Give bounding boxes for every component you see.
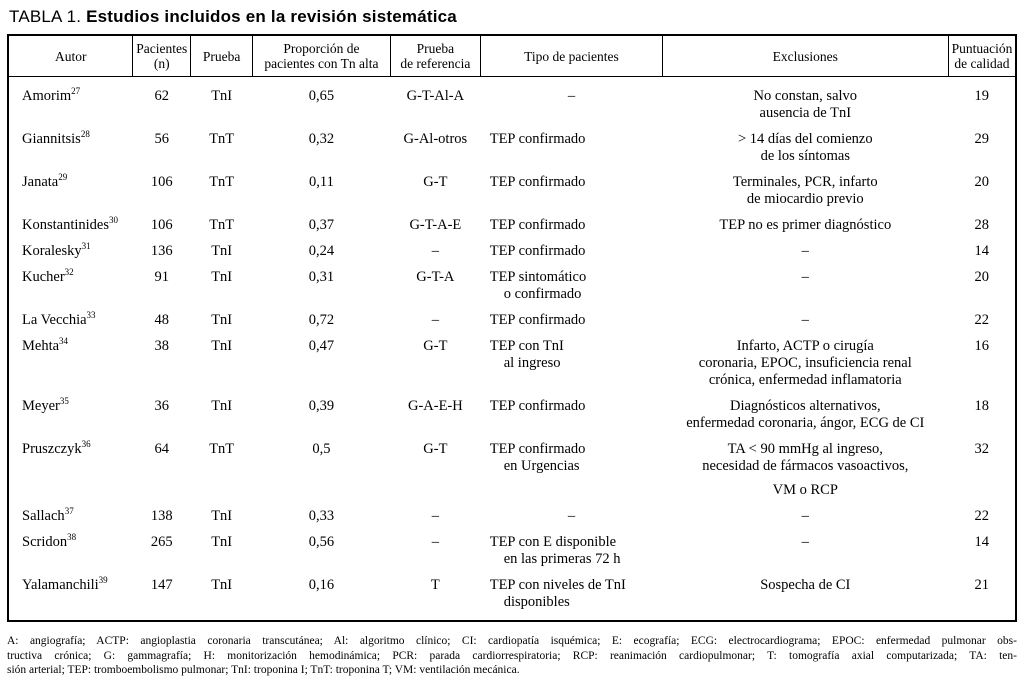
cell-autor [8, 395, 133, 438]
cell-autor [8, 171, 133, 214]
cell-proporcion: 0,11 [309, 174, 334, 190]
cell-proporcion: 0,32 [308, 131, 335, 147]
cell-pacientes: 36 [154, 398, 169, 414]
cell-tipo [481, 335, 662, 395]
column-header-line: (n) [153, 56, 170, 71]
exclusiones-line: TEP no es primer diagnóstico [719, 217, 892, 233]
tipo-line: TEP confirmado [489, 312, 586, 328]
author-name: Kucher [22, 269, 65, 285]
column-header-proporcion [253, 35, 390, 77]
author-name: Koralesky [22, 243, 82, 259]
cell-pacientes: 136 [150, 243, 173, 259]
column-header-autor [8, 35, 133, 77]
reference-superscript: 37 [64, 506, 74, 517]
cell-referencia: G-Al-otros [403, 131, 468, 147]
cell-autor [8, 505, 133, 531]
cell-autor [8, 266, 133, 309]
cell-tipo [481, 266, 662, 309]
column-header-line: Proporción de [283, 41, 360, 56]
exclusiones-line: – [801, 534, 809, 550]
reference-superscript: 31 [81, 241, 91, 252]
tipo-line: TEP sintomático [489, 269, 587, 285]
cell-pacientes: 56 [154, 131, 169, 147]
cell-tipo [481, 505, 662, 531]
cell-exclusiones [662, 214, 948, 240]
exclusiones-line: No constan, salvo [753, 88, 858, 104]
author-name: La Vecchia [22, 312, 87, 328]
column-header-line: Puntuación [951, 41, 1013, 56]
cell-autor [8, 309, 133, 335]
cell-pacientes: 91 [154, 269, 169, 285]
footnote-line: A: angiografía; ACTP: angioplastia coronaria transcutánea; Al: algoritmo clínico; CI: cardiopatía isquémica; E: ecografía; ECG: electrocardiograma; EPOC: enfermedad pulmonar obs- [7, 635, 1017, 647]
cell-pacientes: 138 [150, 508, 173, 524]
cell-puntuacion: 14 [974, 534, 989, 550]
cell-proporcion: 0,33 [308, 508, 335, 524]
cell-autor [8, 128, 133, 171]
reference-superscript: 35 [59, 396, 69, 407]
cell-autor [8, 574, 133, 621]
cell-tipo [481, 77, 662, 129]
cell-pacientes: 38 [154, 338, 169, 354]
cell-proporcion: 0,72 [308, 312, 335, 328]
cell-pacientes: 106 [150, 174, 173, 190]
column-header-line: pacientes con Tn alta [264, 56, 379, 71]
author-name: Pruszczyk [22, 441, 82, 457]
cell-tipo [481, 214, 662, 240]
cell-tipo [481, 574, 662, 621]
exclusiones-line: Terminales, PCR, infarto [732, 174, 878, 190]
author-name: Sallach [22, 508, 65, 524]
cell-referencia: G-T-A [416, 269, 455, 285]
exclusiones-line: – [801, 312, 809, 328]
exclusiones-line: coronaria, EPOC, insuficiencia renal [698, 355, 912, 371]
author-name: Konstantinides [22, 217, 109, 233]
cell-exclusiones [662, 395, 948, 438]
table-header-row [8, 35, 1016, 77]
table-title-prefix: TABLA 1. [9, 7, 82, 26]
tipo-line: en las primeras 72 h [503, 551, 621, 567]
cell-prueba: TnI [211, 398, 233, 414]
cell-proporcion: 0,24 [308, 243, 335, 259]
cell-puntuacion: 22 [974, 508, 989, 524]
table-row [8, 309, 1016, 335]
cell-referencia: G-T [423, 441, 448, 457]
column-header-line: de referencia [400, 56, 471, 71]
table-row [8, 395, 1016, 438]
table-header [8, 35, 1016, 77]
cell-autor [8, 77, 133, 129]
tipo-line: – [567, 88, 576, 104]
exclusiones-gap [662, 475, 948, 482]
exclusiones-line: VM o RCP [772, 482, 838, 498]
studies-table [7, 34, 1017, 622]
author-name: Janata [22, 174, 59, 190]
tipo-line: TEP con E disponible [489, 534, 617, 550]
tipo-line: TEP con niveles de TnI [489, 577, 626, 593]
footnote-line: sión arterial; TEP: tromboembolismo pulmonar; TnI: troponina I; TnT: troponina T; VM: ventilación mecánica. [7, 664, 520, 676]
cell-puntuacion: 16 [974, 338, 989, 354]
table-footnote [7, 634, 1017, 678]
reference-superscript: 27 [71, 86, 81, 97]
exclusiones-line: de los síntomas [760, 148, 850, 164]
cell-autor [8, 438, 133, 505]
exclusiones-line: necesidad de fármacos vasoactivos, [702, 458, 909, 474]
cell-prueba: TnI [211, 88, 233, 104]
tipo-line: TEP confirmado [489, 131, 586, 147]
cell-prueba: TnI [211, 243, 233, 259]
cell-referencia: – [431, 312, 439, 328]
exclusiones-line: Sospecha de CI [760, 577, 851, 593]
exclusiones-line: enfermedad coronaria, ángor, ECG de CI [686, 415, 925, 431]
reference-superscript: 34 [59, 336, 69, 347]
exclusiones-line: crónica, enfermedad inflamatoria [708, 372, 902, 388]
author-name: Mehta [22, 338, 60, 354]
cell-autor [8, 214, 133, 240]
exclusiones-line: – [801, 508, 809, 524]
tipo-line: TEP confirmado [489, 398, 586, 414]
column-header-line: Exclusiones [772, 48, 838, 64]
exclusiones-line: de miocardio previo [746, 191, 864, 207]
tipo-line: TEP con TnI [489, 338, 564, 354]
cell-referencia: G-T [423, 338, 448, 354]
cell-referencia: G-T [423, 174, 448, 190]
cell-puntuacion: 22 [974, 312, 989, 328]
cell-proporcion: 0,39 [308, 398, 335, 414]
reference-superscript: 33 [86, 310, 96, 321]
cell-proporcion: 0,47 [308, 338, 335, 354]
cell-referencia: G-T-A-E [409, 217, 462, 233]
tipo-line: TEP confirmado [489, 217, 586, 233]
author-name: Amorim [22, 88, 72, 104]
cell-puntuacion: 21 [974, 577, 989, 593]
exclusiones-line: ausencia de TnI [759, 105, 852, 121]
cell-exclusiones [662, 77, 948, 129]
table-row [8, 438, 1016, 505]
cell-prueba: TnI [211, 577, 233, 593]
table-row [8, 266, 1016, 309]
column-header-line: de calidad [954, 56, 1010, 71]
tipo-line: TEP confirmado [489, 441, 586, 457]
cell-prueba: TnI [211, 269, 233, 285]
reference-superscript: 30 [109, 215, 118, 226]
cell-exclusiones [662, 240, 948, 266]
column-header-line: Pacientes [136, 41, 188, 56]
cell-puntuacion: 20 [974, 174, 989, 190]
table-body [8, 77, 1016, 622]
column-header-line: Tipo de pacientes [524, 48, 619, 64]
cell-exclusiones [662, 531, 948, 574]
table-title [9, 7, 1017, 27]
cell-prueba: TnT [209, 441, 235, 457]
cell-autor [8, 240, 133, 266]
cell-autor [8, 531, 133, 574]
cell-exclusiones [662, 171, 948, 214]
table-row [8, 531, 1016, 574]
cell-exclusiones [662, 574, 948, 621]
cell-pacientes: 64 [154, 441, 169, 457]
exclusiones-line: > 14 días del comienzo [737, 131, 873, 147]
cell-puntuacion: 20 [974, 269, 989, 285]
cell-referencia: – [431, 508, 439, 524]
column-header-line: Prueba [416, 41, 455, 56]
cell-referencia: – [431, 534, 439, 550]
cell-tipo [481, 240, 662, 266]
cell-puntuacion: 29 [974, 131, 989, 147]
cell-exclusiones [662, 128, 948, 171]
exclusiones-line: Diagnósticos alternativos, [729, 398, 881, 414]
footnote-line: tructiva crónica; G: gammagrafía; H: monitorización hemodinámica; PCR: parada cardiorrespiratoria; RCP: reanimación cardiopulmonar; T: tomografía axial computarizada; TA: ten- [7, 649, 1017, 662]
cell-proporcion: 0,37 [308, 217, 335, 233]
reference-superscript: 38 [67, 532, 77, 543]
cell-exclusiones [662, 505, 948, 531]
table-row [8, 128, 1016, 171]
cell-prueba: TnI [211, 338, 233, 354]
cell-pacientes: 265 [150, 534, 173, 550]
cell-pacientes: 62 [154, 88, 169, 104]
cell-exclusiones [662, 266, 948, 309]
cell-exclusiones [662, 335, 948, 395]
cell-referencia: G-T-Al-A [406, 88, 465, 104]
cell-pacientes: 106 [150, 217, 173, 233]
reference-superscript: 39 [98, 575, 108, 586]
cell-puntuacion: 19 [974, 88, 989, 104]
cell-autor [8, 335, 133, 395]
author-name: Meyer [22, 398, 60, 414]
tipo-line: TEP confirmado [489, 243, 586, 259]
cell-exclusiones [662, 309, 948, 335]
tipo-line: – [567, 508, 576, 524]
tipo-line: TEP confirmado [489, 174, 586, 190]
cell-puntuacion: 28 [974, 217, 989, 233]
table-row [8, 77, 1016, 129]
table-row [8, 171, 1016, 214]
table-row [8, 214, 1016, 240]
tipo-line: al ingreso [503, 355, 561, 371]
cell-puntuacion: 14 [974, 243, 989, 259]
reference-superscript: 28 [80, 129, 90, 140]
cell-exclusiones [662, 438, 948, 505]
tipo-line: o confirmado [503, 286, 582, 302]
column-header-line: Autor [54, 48, 87, 64]
cell-proporcion: 0,31 [308, 269, 335, 285]
cell-tipo [481, 309, 662, 335]
author-name: Giannitsis [22, 131, 81, 147]
column-header-tipo [481, 35, 662, 77]
cell-prueba: TnI [211, 312, 233, 328]
cell-prueba: TnT [209, 174, 235, 190]
table-row [8, 574, 1016, 621]
cell-proporcion: 0,56 [308, 534, 335, 550]
reference-superscript: 36 [81, 439, 91, 450]
table-row [8, 505, 1016, 531]
cell-referencia: G-A-E-H [407, 398, 463, 414]
cell-tipo [481, 171, 662, 214]
cell-tipo [481, 395, 662, 438]
column-header-prueba [190, 35, 252, 77]
cell-puntuacion: 18 [974, 398, 989, 414]
cell-prueba: TnT [209, 217, 235, 233]
cell-prueba: TnI [211, 534, 233, 550]
table-title-text: Estudios incluidos en la revisión sistemática [86, 7, 457, 26]
cell-prueba: TnT [209, 131, 235, 147]
cell-prueba: TnI [211, 508, 233, 524]
cell-referencia: – [431, 243, 439, 259]
cell-tipo [481, 438, 662, 505]
exclusiones-line: – [801, 269, 809, 285]
column-header-exclusiones [662, 35, 948, 77]
cell-referencia: T [430, 577, 440, 593]
author-name: Yalamanchili [22, 577, 99, 593]
tipo-line: en Urgencias [503, 458, 580, 474]
column-header-puntuacion [948, 35, 1016, 77]
cell-pacientes: 147 [150, 577, 173, 593]
column-header-referencia [390, 35, 481, 77]
column-header-pacientes [133, 35, 190, 77]
cell-tipo [481, 128, 662, 171]
cell-proporcion: 0,5 [312, 441, 331, 457]
tipo-line: disponibles [503, 594, 570, 610]
table-row [8, 335, 1016, 395]
author-name: Scridon [22, 534, 68, 550]
exclusiones-line: TA < 90 mmHg al ingreso, [727, 441, 883, 457]
exclusiones-line: Infarto, ACTP o cirugía [736, 338, 874, 354]
column-header-line: Prueba [202, 48, 241, 64]
reference-superscript: 29 [58, 172, 68, 183]
cell-tipo [481, 531, 662, 574]
cell-puntuacion: 32 [974, 441, 989, 457]
reference-superscript: 32 [64, 267, 74, 278]
table-row [8, 240, 1016, 266]
cell-pacientes: 48 [154, 312, 169, 328]
cell-proporcion: 0,16 [308, 577, 335, 593]
exclusiones-line: – [801, 243, 809, 259]
cell-proporcion: 0,65 [308, 88, 335, 104]
